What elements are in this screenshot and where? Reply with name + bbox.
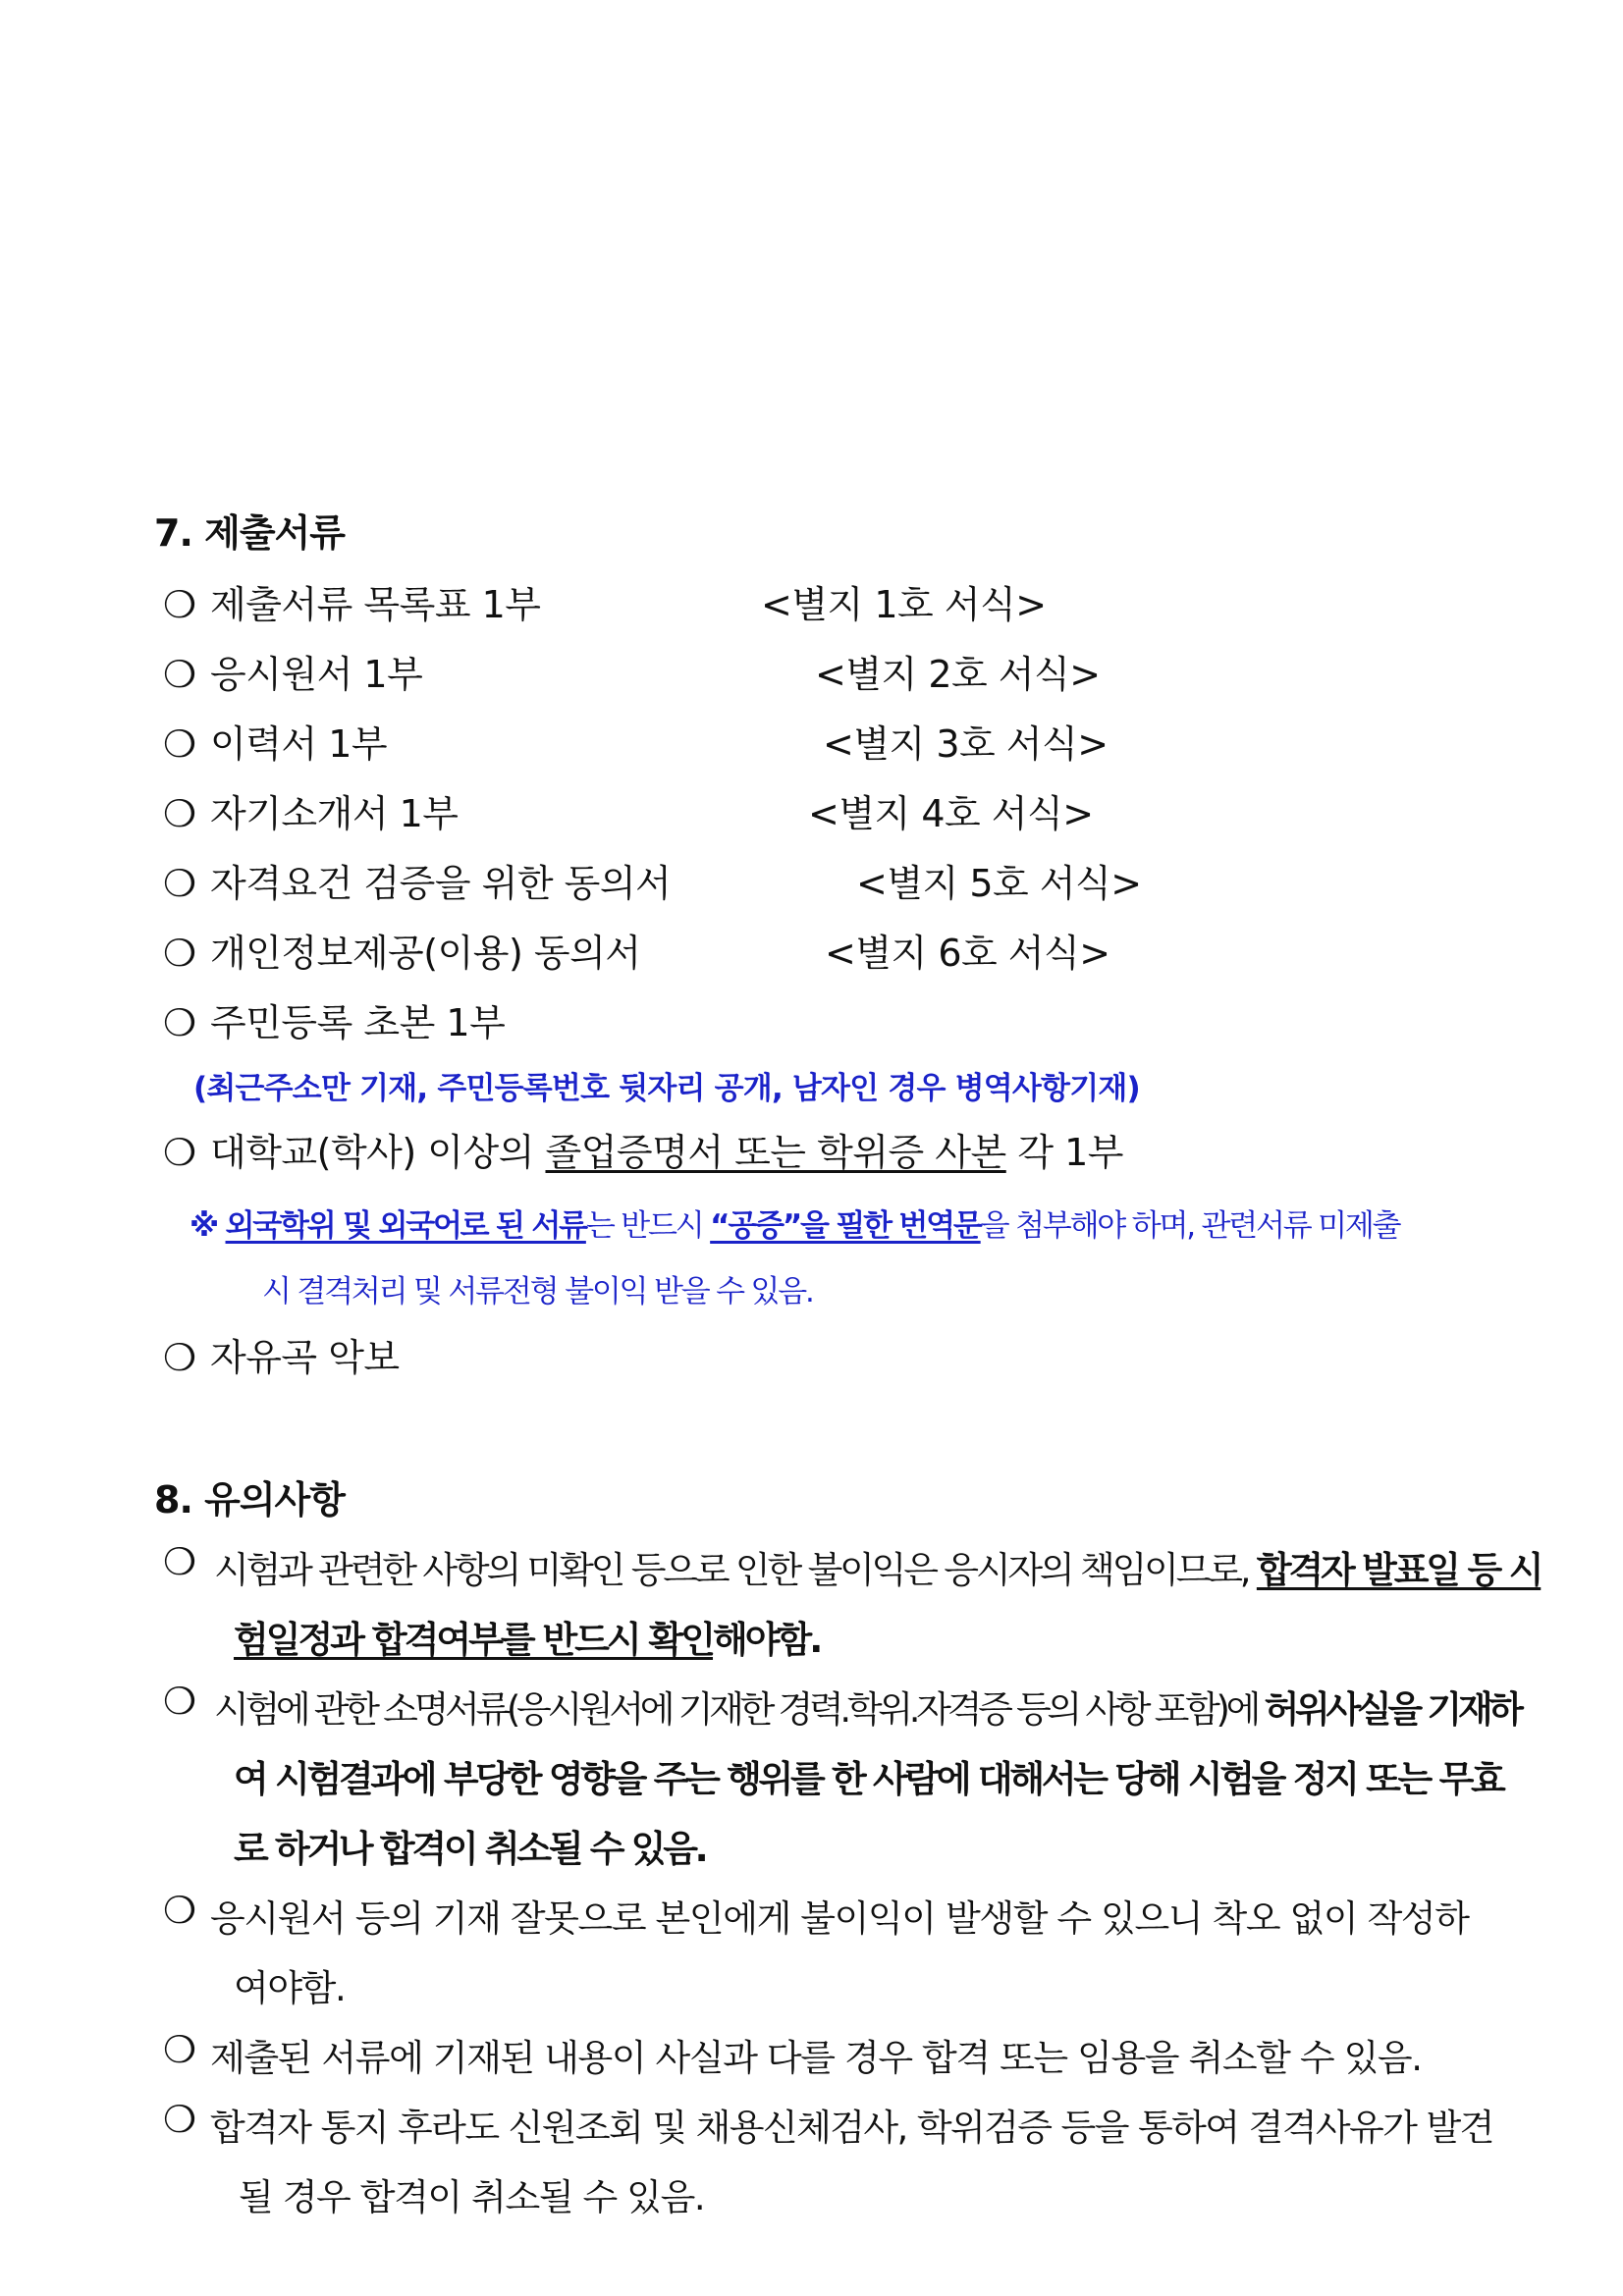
notice-text: 제출된 서류에 기재된 내용이 사실과 다를 경우 합격 또는 임용을 취소할 수 있음.: [210, 2037, 1422, 2079]
bullet: ❍: [163, 583, 196, 626]
bullet: ❍: [163, 1889, 196, 1932]
notice-text: [214, 1540, 1541, 1593]
item-label: 이력서 1부: [210, 722, 388, 766]
form-reference: <별지 4호 서식>: [808, 792, 1094, 835]
bullet: ❍: [163, 2098, 196, 2141]
bullet: ❍: [163, 722, 196, 766]
item-label: 주민등록 초본 1부: [210, 1001, 506, 1044]
foreign-degree-note-line2: 시 결격처리 및 서류전형 불이익 받을 수 있음.: [262, 1274, 813, 1309]
note-text: 을 첨부해야 하며, 관련서류 미제출: [980, 1208, 1400, 1244]
notice-emphasis: 해야함.: [713, 1619, 821, 1661]
bullet: ❍: [163, 1680, 196, 1723]
item-label: 응시원서 1부: [210, 653, 423, 696]
notice-item: [163, 2098, 210, 2141]
notice-continued: 로 하거나 합격이 취소될 수 있음.: [234, 1828, 706, 1870]
bullet: ❍: [163, 862, 196, 905]
notice-text: [214, 1680, 1520, 1733]
bullet: ❍: [163, 1131, 196, 1174]
note-text: 는 반드시: [585, 1208, 711, 1244]
resident-note: (최근주소만 기재, 주민등록번호 뒷자리 공개, 남자인 경우 병역사항기재): [193, 1071, 1140, 1106]
form-reference: <별지 2호 서식>: [815, 653, 1101, 696]
bullet: ❍: [163, 792, 196, 835]
form-reference: <별지 1호 서식>: [761, 583, 1047, 626]
item-label: 대학교(학사) 이상의: [210, 1131, 546, 1174]
notice-plain: 시험과 관련한 사항의 미확인 등으로 인한 불이익은 응시자의 책임이므로,: [214, 1549, 1257, 1591]
form-reference: <별지 5호 서식>: [856, 862, 1142, 905]
notice-item: [163, 1540, 210, 1583]
notice-item: [163, 2028, 210, 2071]
notice-continued: 될 경우 합격이 취소될 수 있음.: [239, 2176, 705, 2218]
section-7-title: 7. 제출서류: [154, 511, 345, 555]
notice-emphasis: 허위사실을 기재하: [1264, 1688, 1520, 1731]
notice-text: 응시원서 등의 기재 잘못으로 본인에게 불이익이 발생할 수 있으니 착오 없이 작성하: [210, 1897, 1469, 1940]
bullet: ❍: [163, 653, 196, 696]
notice-emphasis: 합격자 발표일 등 시: [1256, 1549, 1542, 1591]
form-reference: <별지 6호 서식>: [825, 932, 1110, 975]
bullet: ❍: [163, 1540, 196, 1583]
item-label: 각 1부: [1005, 1131, 1123, 1174]
bullet: ❍: [163, 1001, 196, 1044]
section-8-title: 8. 유의사항: [154, 1478, 345, 1522]
list-item: [163, 574, 541, 628]
notice-item: [163, 1680, 210, 1723]
notice-plain: 시험에 관한 소명서류(응시원서에 기재한 경력.학위.자격증 등의 사항 포함)에: [214, 1688, 1265, 1731]
item-label: 자격요건 검증을 위한 동의서: [210, 862, 672, 905]
item-label: 자유곡 악보: [210, 1336, 400, 1379]
list-item: [163, 783, 459, 837]
foreign-degree-note: [189, 1201, 1399, 1245]
item-label: 제출서류 목록표 1부: [210, 583, 541, 626]
list-item: [163, 853, 671, 907]
item-label: 자기소개서 1부: [210, 792, 459, 835]
notice-continued: 여야함.: [234, 1967, 346, 2009]
notice-continued: [234, 1610, 820, 1663]
list-item: [163, 923, 641, 977]
note-mark: ※: [189, 1208, 226, 1244]
list-item: [163, 644, 422, 698]
bullet: ❍: [163, 2028, 196, 2071]
list-item: [163, 992, 505, 1046]
notice-continued: 여 시험결과에 부당한 영향을 주는 행위를 한 사람에 대해서는 당해 시험을 정지 또는 무효: [234, 1758, 1503, 1800]
form-reference: <별지 3호 서식>: [823, 722, 1109, 766]
bullet: ❍: [163, 932, 196, 975]
note-emphasis: 외국학위 및 외국어로 된 서류: [225, 1208, 586, 1244]
item-label: 개인정보제공(이용) 동의서: [210, 932, 641, 975]
notice-item: [163, 1889, 210, 1932]
notice-text: 합격자 통지 후라도 신원조회 및 채용신체검사, 학위검증 등을 통하여 결격사유가 발견: [210, 2107, 1493, 2149]
list-item: [163, 1122, 1123, 1176]
notice-emphasis: 험일정과 합격여부를 반드시 확인: [234, 1619, 714, 1661]
list-item: [163, 1327, 400, 1381]
bullet: ❍: [163, 1336, 196, 1379]
note-emphasis: “공증”을 필한 번역문: [710, 1208, 981, 1244]
underlined-text: 졸업증명서 또는 학위증 사본: [545, 1131, 1006, 1174]
list-item: [163, 714, 387, 768]
